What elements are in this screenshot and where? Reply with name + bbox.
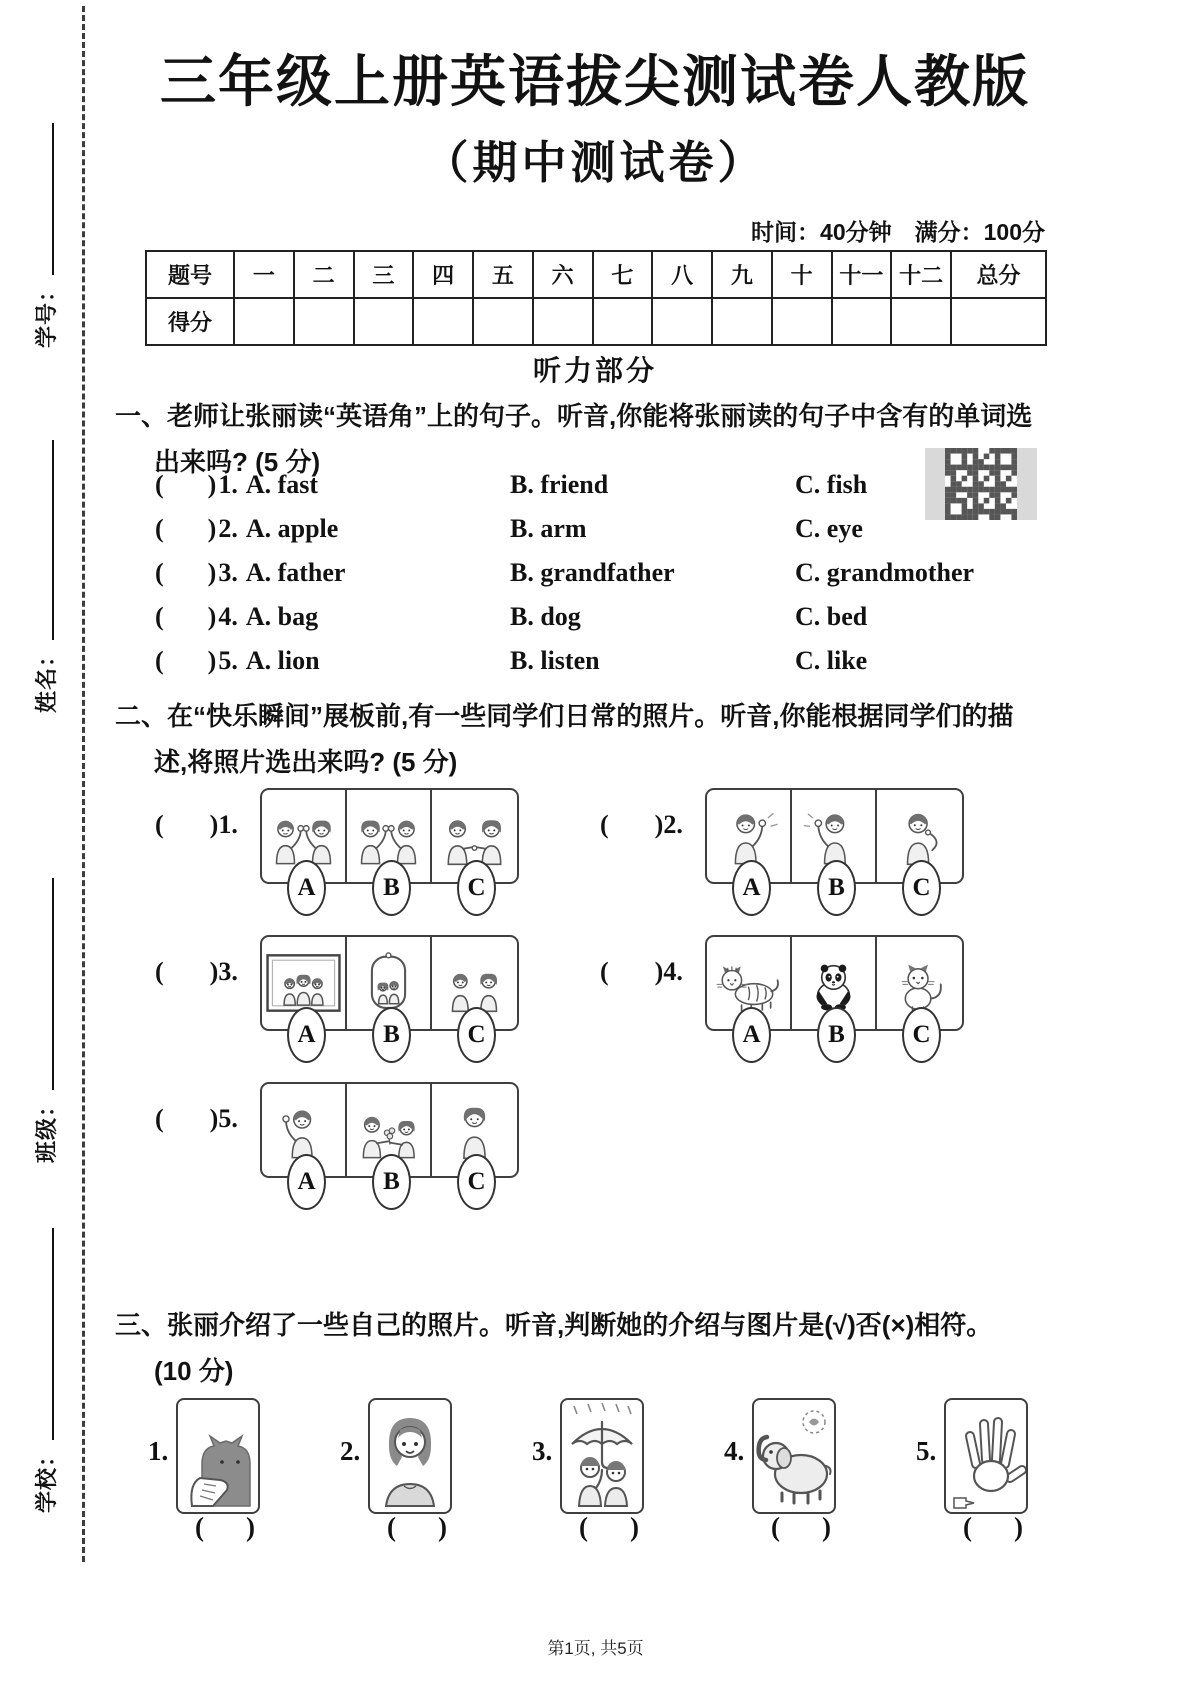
photo-question-1 (155, 788, 519, 901)
page-subtitle: （期中测试卷） (423, 137, 767, 188)
exam-time-score-meta: 时间：40分钟 满分：100分 (751, 219, 1045, 245)
judge-item-2: 2. (340, 1398, 452, 1514)
sidebar-field-class (30, 878, 61, 1163)
score-table-value-row (146, 298, 1046, 345)
binding-dashed-line (82, 6, 85, 1562)
judge-item-5: 5. (916, 1398, 1028, 1514)
name-label: 姓名： (34, 643, 59, 713)
answer-blank-and-option-a: ( )5. A. lion (155, 646, 320, 675)
col-total: 总分 (951, 251, 1046, 298)
judge-item-3: 3. (532, 1398, 644, 1514)
answer-blank-and-option-a: ( )2. A. apple (155, 514, 339, 543)
score-cell (832, 298, 892, 345)
score-table-header-row (146, 251, 1046, 298)
score-cell (354, 298, 414, 345)
judge-item-1: 1. (148, 1398, 260, 1514)
score-cell-total (951, 298, 1046, 345)
option-letter-b: B (817, 860, 856, 916)
photo-strip (260, 788, 519, 901)
student-number-label: 学号： (34, 278, 59, 348)
sidebar-field-school (30, 1228, 61, 1513)
col-7: 七 (593, 251, 653, 298)
option-c: C. eye (795, 514, 863, 543)
section-three-line2: (10 分) (154, 1356, 234, 1386)
photo-question-2 (600, 788, 964, 901)
col-2: 二 (294, 251, 354, 298)
col-10: 十 (772, 251, 832, 298)
option-c: C. fish (795, 470, 868, 499)
page-title: 三年级上册英语拔尖测试卷人教版 (160, 50, 1030, 113)
answer-blank-and-option-a: ( )3. A. father (155, 558, 346, 587)
judge-answer-blank-4: ( ) (771, 1512, 831, 1542)
col-3: 三 (354, 251, 414, 298)
judge-answer-blank-2: ( ) (387, 1512, 447, 1542)
answer-blank: ( )2. (600, 810, 683, 839)
score-cell (652, 298, 712, 345)
col-11: 十一 (832, 251, 892, 298)
option-c: C. like (795, 646, 868, 675)
listening-section-heading: 听力部分 (532, 355, 657, 386)
option-letter-c: C (457, 1007, 496, 1063)
option-letter-c: C (902, 860, 941, 916)
option-c: C. bed (795, 602, 868, 631)
judge-photo (752, 1398, 836, 1514)
section-one-line1: 一、老师让张丽读“英语角”上的句子。听音,你能将张丽读的句子中含有的单词选 (115, 401, 1033, 431)
choice-row-2 (0, 514, 1191, 556)
choice-row-5 (0, 646, 1191, 688)
section-three-instructions (115, 1302, 1080, 1394)
score-row-label: 得分 (146, 298, 234, 345)
option-letter-b: B (372, 860, 411, 916)
judge-photo (560, 1398, 644, 1514)
class-label: 班级： (34, 1093, 59, 1163)
judge-answer-blank-3: ( ) (579, 1512, 639, 1542)
col-12: 十二 (891, 251, 951, 298)
answer-blank: ( )3. (155, 957, 238, 986)
option-letter-c: C (902, 1007, 941, 1063)
option-letter-a: A (732, 1007, 771, 1063)
photo-question-4 (600, 935, 964, 1048)
option-b: B. arm (510, 514, 587, 543)
answer-blank: ( )5. (155, 1104, 238, 1133)
score-cell (593, 298, 653, 345)
section-two-line1: 二、在“快乐瞬间”展板前,有一些同学们日常的照片。听音,你能根据同学们的描 (115, 701, 1014, 731)
score-cell (891, 298, 951, 345)
option-letter-c: C (457, 860, 496, 916)
score-cell (413, 298, 473, 345)
section-one-line2: 出来吗? (5 分) (154, 447, 321, 477)
choice-row-3 (0, 558, 1191, 600)
judge-answer-blank-1: ( ) (195, 1512, 255, 1542)
col-1: 一 (234, 251, 294, 298)
photo-question-5 (155, 1082, 519, 1195)
school-label: 学校： (34, 1443, 59, 1513)
score-cell (473, 298, 533, 345)
col-4: 四 (413, 251, 473, 298)
choice-row-4 (0, 602, 1191, 644)
option-letter-a: A (287, 860, 326, 916)
judge-item-4: 4. (724, 1398, 836, 1514)
option-letter-a: A (287, 1007, 326, 1063)
option-b: B. grandfather (510, 558, 675, 587)
page-number-footer: 第1页, 共5页 (547, 1639, 644, 1658)
answer-blank-and-option-a: ( )4. A. bag (155, 602, 319, 631)
option-letter-b: B (372, 1154, 411, 1210)
score-cell (533, 298, 593, 345)
score-cell (234, 298, 294, 345)
photo-strip (705, 935, 964, 1048)
option-letter-b: B (817, 1007, 856, 1063)
photo-strip (260, 935, 519, 1048)
judge-photo (176, 1398, 260, 1514)
col-8: 八 (652, 251, 712, 298)
option-c: C. grandmother (795, 558, 975, 587)
option-letter-b: B (372, 1007, 411, 1063)
option-b: B. listen (510, 646, 600, 675)
score-cell (772, 298, 832, 345)
sidebar-field-student-number (30, 123, 61, 348)
score-cell (712, 298, 772, 345)
answer-blank: ( )1. (155, 810, 238, 839)
option-letter-c: C (457, 1154, 496, 1210)
score-table-corner: 题号 (146, 251, 234, 298)
option-b: B. dog (510, 602, 581, 631)
judge-photo (368, 1398, 452, 1514)
option-letter-a: A (732, 860, 771, 916)
section-two-instructions (115, 693, 1080, 785)
judge-photo (944, 1398, 1028, 1514)
col-5: 五 (473, 251, 533, 298)
student-number-blank (44, 123, 54, 275)
school-blank (44, 1228, 54, 1440)
answer-blank-and-option-a: ( )1. A. fast (155, 470, 319, 499)
option-letter-a: A (287, 1154, 326, 1210)
answer-blank: ( )4. (600, 957, 683, 986)
option-b: B. friend (510, 470, 609, 499)
judge-answer-blank-5: ( ) (963, 1512, 1023, 1542)
photo-strip (260, 1082, 519, 1195)
choice-row-1 (0, 470, 1191, 512)
col-9: 九 (712, 251, 772, 298)
col-6: 六 (533, 251, 593, 298)
class-blank (44, 878, 54, 1090)
photo-strip (705, 788, 964, 901)
score-table (145, 250, 1047, 346)
score-cell (294, 298, 354, 345)
section-two-line2: 述,将照片选出来吗? (5 分) (154, 747, 458, 777)
section-three-line1: 三、张丽介绍了一些自己的照片。听音,判断她的介绍与图片是(√)否(×)相符。 (115, 1310, 993, 1340)
photo-question-3 (155, 935, 519, 1048)
